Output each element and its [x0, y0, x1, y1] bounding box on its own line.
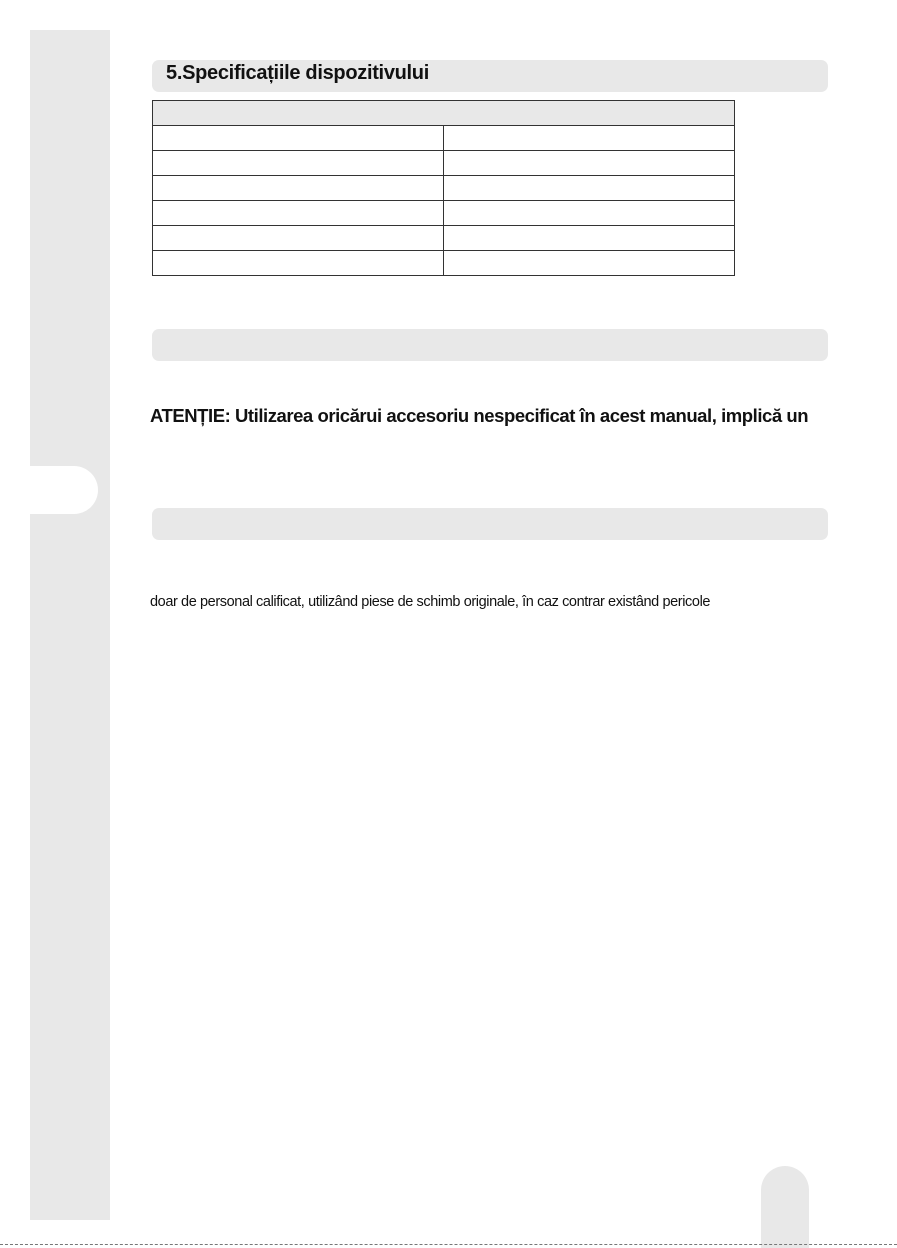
table-row	[153, 126, 735, 151]
section-6-heading-bar	[152, 329, 828, 361]
table-cell	[153, 226, 444, 251]
table-cell	[444, 226, 735, 251]
table-row	[153, 226, 735, 251]
table-cell	[444, 126, 735, 151]
table-cell	[153, 126, 444, 151]
table-row	[153, 151, 735, 176]
sidebar-strip	[30, 30, 110, 1220]
table-row	[153, 201, 735, 226]
section-7-heading-bar	[152, 508, 828, 540]
page-number-tab	[761, 1166, 809, 1248]
table-cell	[444, 201, 735, 226]
table-cell	[153, 201, 444, 226]
table-header-row	[153, 101, 735, 126]
footer-cut-line	[0, 1244, 897, 1245]
sidebar-tab-notch	[30, 466, 98, 514]
service-paragraph: doar de personal calificat, utilizând piese de schimb originale, în caz contrar existând pericole	[150, 594, 711, 610]
table-header-cell	[153, 101, 735, 126]
section-5-title: 5.Specificațiile dispozitivului	[166, 62, 429, 84]
table-cell	[444, 151, 735, 176]
section-5-heading-bar	[152, 60, 828, 92]
warning-text: ATENȚIE: Utilizarea oricărui accesoriu nespecificat în acest manual, implică un	[150, 405, 809, 426]
table-cell	[153, 176, 444, 201]
table-cell	[153, 251, 444, 276]
table-cell	[153, 151, 444, 176]
table-cell	[444, 176, 735, 201]
table-cell	[444, 251, 735, 276]
table-row	[153, 251, 735, 276]
table-row	[153, 176, 735, 201]
specifications-table	[152, 100, 735, 276]
